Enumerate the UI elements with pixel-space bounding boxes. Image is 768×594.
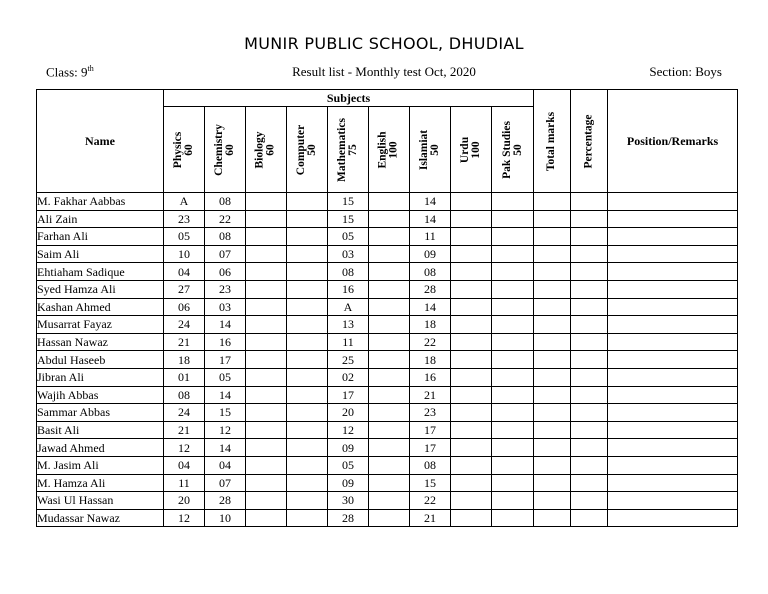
cell-mathematics: 16 <box>328 280 369 298</box>
cell-chemistry: 28 <box>205 492 246 510</box>
cell-pak-studies <box>492 368 534 386</box>
cell-pak-studies <box>492 193 534 211</box>
cell-urdu <box>451 263 492 281</box>
student-name: Wajih Abbas <box>37 386 164 404</box>
cell-chemistry: 05 <box>205 368 246 386</box>
subject-header-biology: Biology 60 <box>246 107 287 193</box>
cell-english <box>369 210 410 228</box>
cell-percentage <box>571 333 608 351</box>
cell-physics: 04 <box>164 263 205 281</box>
cell-mathematics: 20 <box>328 404 369 422</box>
cell-urdu <box>451 474 492 492</box>
cell-mathematics: A <box>328 298 369 316</box>
cell-pak-studies <box>492 298 534 316</box>
cell-percentage <box>571 474 608 492</box>
cell-physics: 01 <box>164 368 205 386</box>
student-name: Sammar Abbas <box>37 404 164 422</box>
cell-english <box>369 404 410 422</box>
cell-pak-studies <box>492 456 534 474</box>
cell-english <box>369 228 410 246</box>
cell-computer <box>287 280 328 298</box>
cell-pak-studies <box>492 421 534 439</box>
table-row <box>37 210 738 228</box>
cell-mathematics: 03 <box>328 245 369 263</box>
cell-english <box>369 456 410 474</box>
cell-islamiat: 21 <box>410 386 451 404</box>
cell-physics: 04 <box>164 456 205 474</box>
subject-header-chemistry: Chemistry 60 <box>205 107 246 193</box>
table-row <box>37 193 738 211</box>
cell-islamiat: 08 <box>410 263 451 281</box>
cell-total <box>534 492 571 510</box>
cell-total <box>534 474 571 492</box>
cell-total <box>534 333 571 351</box>
cell-urdu <box>451 421 492 439</box>
cell-pak-studies <box>492 280 534 298</box>
cell-mathematics: 12 <box>328 421 369 439</box>
cell-percentage <box>571 228 608 246</box>
cell-remarks <box>608 386 738 404</box>
cell-islamiat: 17 <box>410 439 451 457</box>
cell-islamiat: 28 <box>410 280 451 298</box>
cell-physics: 08 <box>164 386 205 404</box>
cell-mathematics: 17 <box>328 386 369 404</box>
cell-computer <box>287 210 328 228</box>
cell-biology <box>246 404 287 422</box>
cell-physics: 12 <box>164 439 205 457</box>
cell-remarks <box>608 245 738 263</box>
cell-urdu <box>451 492 492 510</box>
cell-computer <box>287 386 328 404</box>
cell-urdu <box>451 351 492 369</box>
student-name: Ehtiaham Sadique <box>37 263 164 281</box>
cell-islamiat: 23 <box>410 404 451 422</box>
cell-pak-studies <box>492 333 534 351</box>
cell-mathematics: 05 <box>328 228 369 246</box>
cell-english <box>369 263 410 281</box>
table-row <box>37 351 738 369</box>
cell-remarks <box>608 492 738 510</box>
table-row <box>37 333 738 351</box>
cell-percentage <box>571 298 608 316</box>
table-row <box>37 245 738 263</box>
cell-chemistry: 08 <box>205 193 246 211</box>
cell-remarks <box>608 404 738 422</box>
cell-remarks <box>608 439 738 457</box>
cell-islamiat: 16 <box>410 368 451 386</box>
cell-physics: 20 <box>164 492 205 510</box>
cell-english <box>369 298 410 316</box>
section-label: Section: Boys <box>649 64 722 79</box>
table-row <box>37 316 738 334</box>
table-row <box>37 509 738 527</box>
table-row <box>37 474 738 492</box>
cell-biology <box>246 298 287 316</box>
student-name: Hassan Nawaz <box>37 333 164 351</box>
table-row <box>37 421 738 439</box>
cell-physics: A <box>164 193 205 211</box>
cell-computer <box>287 193 328 211</box>
cell-islamiat: 21 <box>410 509 451 527</box>
student-name: Farhan Ali <box>37 228 164 246</box>
cell-urdu <box>451 193 492 211</box>
cell-biology <box>246 245 287 263</box>
cell-urdu <box>451 439 492 457</box>
remarks-header: Position/Remarks <box>608 90 738 193</box>
class-superscript: th <box>87 64 94 73</box>
cell-mathematics: 09 <box>328 474 369 492</box>
cell-urdu <box>451 280 492 298</box>
cell-chemistry: 14 <box>205 439 246 457</box>
cell-percentage <box>571 509 608 527</box>
cell-total <box>534 509 571 527</box>
subject-header-computer: Computer 50 <box>287 107 328 193</box>
cell-total <box>534 263 571 281</box>
cell-islamiat: 14 <box>410 298 451 316</box>
cell-total <box>534 404 571 422</box>
name-header: Name <box>37 90 164 193</box>
cell-mathematics: 05 <box>328 456 369 474</box>
cell-computer <box>287 333 328 351</box>
cell-computer <box>287 439 328 457</box>
cell-computer <box>287 474 328 492</box>
cell-chemistry: 17 <box>205 351 246 369</box>
cell-english <box>369 280 410 298</box>
cell-remarks <box>608 474 738 492</box>
cell-biology <box>246 263 287 281</box>
table-row <box>37 228 738 246</box>
cell-percentage <box>571 263 608 281</box>
cell-percentage <box>571 316 608 334</box>
cell-remarks <box>608 316 738 334</box>
cell-pak-studies <box>492 404 534 422</box>
student-name: M. Fakhar Aabbas <box>37 193 164 211</box>
cell-biology <box>246 386 287 404</box>
cell-total <box>534 210 571 228</box>
student-name: Wasi Ul Hassan <box>37 492 164 510</box>
cell-computer <box>287 456 328 474</box>
subject-header-english: English 100 <box>369 107 410 193</box>
cell-remarks <box>608 351 738 369</box>
cell-pak-studies <box>492 492 534 510</box>
cell-computer <box>287 245 328 263</box>
cell-total <box>534 439 571 457</box>
cell-percentage <box>571 193 608 211</box>
cell-total <box>534 316 571 334</box>
cell-remarks <box>608 509 738 527</box>
total-marks-header: Total marks <box>534 90 571 193</box>
cell-english <box>369 193 410 211</box>
cell-computer <box>287 368 328 386</box>
cell-chemistry: 15 <box>205 404 246 422</box>
cell-chemistry: 03 <box>205 298 246 316</box>
student-name: M. Hamza Ali <box>37 474 164 492</box>
cell-pak-studies <box>492 228 534 246</box>
cell-biology <box>246 333 287 351</box>
cell-remarks <box>608 228 738 246</box>
cell-english <box>369 351 410 369</box>
cell-computer <box>287 298 328 316</box>
cell-islamiat: 22 <box>410 492 451 510</box>
table-row <box>37 263 738 281</box>
cell-pak-studies <box>492 509 534 527</box>
cell-urdu <box>451 245 492 263</box>
student-name: Jibran Ali <box>37 368 164 386</box>
cell-total <box>534 421 571 439</box>
cell-chemistry: 14 <box>205 316 246 334</box>
cell-pak-studies <box>492 210 534 228</box>
cell-total <box>534 456 571 474</box>
cell-chemistry: 06 <box>205 263 246 281</box>
cell-remarks <box>608 333 738 351</box>
cell-percentage <box>571 404 608 422</box>
cell-physics: 27 <box>164 280 205 298</box>
cell-english <box>369 439 410 457</box>
cell-chemistry: 16 <box>205 333 246 351</box>
cell-computer <box>287 492 328 510</box>
result-table <box>36 89 738 527</box>
cell-biology <box>246 316 287 334</box>
subject-header-islamiat: Islamiat 50 <box>410 107 451 193</box>
cell-computer <box>287 316 328 334</box>
cell-urdu <box>451 509 492 527</box>
cell-chemistry: 10 <box>205 509 246 527</box>
percentage-header: Percentage <box>571 90 608 193</box>
cell-english <box>369 245 410 263</box>
student-name: M. Jasim Ali <box>37 456 164 474</box>
cell-biology <box>246 368 287 386</box>
cell-mathematics: 25 <box>328 351 369 369</box>
cell-islamiat: 18 <box>410 351 451 369</box>
cell-mathematics: 09 <box>328 439 369 457</box>
cell-islamiat: 11 <box>410 228 451 246</box>
cell-chemistry: 04 <box>205 456 246 474</box>
cell-total <box>534 193 571 211</box>
result-title: Result list - Monthly test Oct, 2020 <box>292 64 476 79</box>
cell-percentage <box>571 368 608 386</box>
student-name: Basit Ali <box>37 421 164 439</box>
student-name: Syed Hamza Ali <box>37 280 164 298</box>
cell-physics: 11 <box>164 474 205 492</box>
cell-pak-studies <box>492 474 534 492</box>
table-row <box>37 386 738 404</box>
cell-physics: 24 <box>164 404 205 422</box>
cell-percentage <box>571 456 608 474</box>
cell-islamiat: 09 <box>410 245 451 263</box>
cell-biology <box>246 351 287 369</box>
cell-islamiat: 18 <box>410 316 451 334</box>
cell-islamiat: 08 <box>410 456 451 474</box>
student-name: Saim Ali <box>37 245 164 263</box>
cell-urdu <box>451 333 492 351</box>
subject-header-mathematics: Mathematics 75 <box>328 107 369 193</box>
table-row <box>37 298 738 316</box>
cell-physics: 23 <box>164 210 205 228</box>
cell-islamiat: 15 <box>410 474 451 492</box>
cell-computer <box>287 421 328 439</box>
cell-biology <box>246 439 287 457</box>
cell-urdu <box>451 404 492 422</box>
cell-biology <box>246 193 287 211</box>
cell-english <box>369 333 410 351</box>
subjects-header: Subjects <box>164 90 534 107</box>
cell-urdu <box>451 456 492 474</box>
cell-pak-studies <box>492 263 534 281</box>
student-name: Abdul Haseeb <box>37 351 164 369</box>
student-name: Ali Zain <box>37 210 164 228</box>
table-row <box>37 492 738 510</box>
cell-total <box>534 351 571 369</box>
cell-mathematics: 11 <box>328 333 369 351</box>
cell-biology <box>246 492 287 510</box>
cell-pak-studies <box>492 351 534 369</box>
cell-mathematics: 30 <box>328 492 369 510</box>
cell-physics: 12 <box>164 509 205 527</box>
cell-chemistry: 23 <box>205 280 246 298</box>
cell-total <box>534 368 571 386</box>
class-text: Class: 9 <box>46 64 88 80</box>
cell-total <box>534 245 571 263</box>
cell-remarks <box>608 298 738 316</box>
cell-computer <box>287 263 328 281</box>
cell-percentage <box>571 351 608 369</box>
cell-urdu <box>451 298 492 316</box>
cell-biology <box>246 280 287 298</box>
cell-chemistry: 22 <box>205 210 246 228</box>
student-name: Kashan Ahmed <box>37 298 164 316</box>
cell-percentage <box>571 245 608 263</box>
cell-computer <box>287 509 328 527</box>
cell-total <box>534 386 571 404</box>
cell-biology <box>246 509 287 527</box>
cell-remarks <box>608 456 738 474</box>
cell-urdu <box>451 386 492 404</box>
cell-total <box>534 280 571 298</box>
cell-mathematics: 02 <box>328 368 369 386</box>
cell-biology <box>246 474 287 492</box>
cell-chemistry: 08 <box>205 228 246 246</box>
student-name: Musarrat Fayaz <box>37 316 164 334</box>
cell-islamiat: 14 <box>410 210 451 228</box>
cell-mathematics: 08 <box>328 263 369 281</box>
cell-urdu <box>451 368 492 386</box>
table-row <box>37 368 738 386</box>
table-row <box>37 280 738 298</box>
cell-remarks <box>608 210 738 228</box>
cell-pak-studies <box>492 316 534 334</box>
cell-english <box>369 474 410 492</box>
cell-total <box>534 228 571 246</box>
cell-english <box>369 492 410 510</box>
cell-percentage <box>571 492 608 510</box>
cell-biology <box>246 210 287 228</box>
cell-remarks <box>608 263 738 281</box>
cell-percentage <box>571 210 608 228</box>
cell-biology <box>246 456 287 474</box>
table-row <box>37 439 738 457</box>
cell-remarks <box>608 280 738 298</box>
cell-mathematics: 15 <box>328 193 369 211</box>
cell-urdu <box>451 228 492 246</box>
cell-percentage <box>571 386 608 404</box>
cell-islamiat: 14 <box>410 193 451 211</box>
student-name: Jawad Ahmed <box>37 439 164 457</box>
school-name: MUNIR PUBLIC SCHOOL, DHUDIAL <box>244 34 524 53</box>
cell-chemistry: 07 <box>205 245 246 263</box>
cell-physics: 21 <box>164 333 205 351</box>
cell-computer <box>287 228 328 246</box>
cell-percentage <box>571 280 608 298</box>
cell-islamiat: 17 <box>410 421 451 439</box>
student-name: Mudassar Nawaz <box>37 509 164 527</box>
cell-computer <box>287 404 328 422</box>
cell-urdu <box>451 316 492 334</box>
cell-pak-studies <box>492 386 534 404</box>
cell-mathematics: 15 <box>328 210 369 228</box>
subject-header-pak-studies: Pak Studies 50 <box>492 107 534 193</box>
cell-percentage <box>571 421 608 439</box>
cell-remarks <box>608 421 738 439</box>
subject-header-urdu: Urdu 100 <box>451 107 492 193</box>
table-row <box>37 404 738 422</box>
cell-chemistry: 12 <box>205 421 246 439</box>
cell-biology <box>246 421 287 439</box>
cell-english <box>369 509 410 527</box>
cell-chemistry: 07 <box>205 474 246 492</box>
cell-english <box>369 421 410 439</box>
cell-chemistry: 14 <box>205 386 246 404</box>
cell-islamiat: 22 <box>410 333 451 351</box>
cell-english <box>369 316 410 334</box>
cell-urdu <box>451 210 492 228</box>
cell-english <box>369 368 410 386</box>
cell-physics: 06 <box>164 298 205 316</box>
cell-remarks <box>608 368 738 386</box>
cell-physics: 10 <box>164 245 205 263</box>
cell-physics: 24 <box>164 316 205 334</box>
cell-english <box>369 386 410 404</box>
cell-physics: 18 <box>164 351 205 369</box>
cell-physics: 05 <box>164 228 205 246</box>
cell-remarks <box>608 193 738 211</box>
cell-pak-studies <box>492 245 534 263</box>
cell-total <box>534 298 571 316</box>
cell-percentage <box>571 439 608 457</box>
cell-mathematics: 13 <box>328 316 369 334</box>
cell-computer <box>287 351 328 369</box>
cell-mathematics: 28 <box>328 509 369 527</box>
cell-biology <box>246 228 287 246</box>
subject-header-physics: Physics 60 <box>164 107 205 193</box>
table-row <box>37 456 738 474</box>
cell-physics: 21 <box>164 421 205 439</box>
cell-pak-studies <box>492 439 534 457</box>
